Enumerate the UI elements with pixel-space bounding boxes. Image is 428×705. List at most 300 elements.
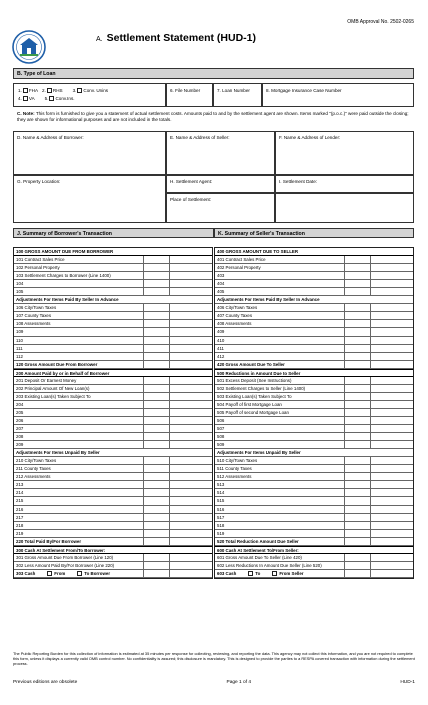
row-label: 517 (217, 514, 225, 520)
table-row (14, 417, 212, 425)
row-label: 518 (217, 522, 225, 528)
row-label: 217 (16, 514, 24, 520)
amount-cell[interactable] (169, 385, 213, 392)
amount-cell[interactable] (169, 441, 213, 448)
table-row (14, 312, 212, 320)
table-row (14, 337, 212, 345)
amount-cell[interactable] (143, 288, 169, 295)
table-row (14, 353, 212, 361)
public-reporting-burden: The Public Reporting Burden for this collection of information is estimated at 35 minutes per response for collecting, reviewing, and reporting the data. This agency may not collect this information, and you are not required to complete this form, unless it displays a currently valid OMB control number. No confidentiality is assured; this disclosure is mandatory. This is designed to provide the parties to a RESPA covered transaction with information during the settlement process. (13, 651, 415, 667)
row-label: 210 City/Town Taxes (16, 458, 57, 464)
amount-cell[interactable] (370, 288, 414, 295)
row-label: 120 Gross Amount Due From Borrower (16, 361, 98, 367)
amount-cell[interactable] (344, 312, 370, 319)
row-label: 405 (217, 289, 225, 295)
amount-cell[interactable] (169, 280, 213, 287)
row-label: 109 (16, 329, 24, 335)
amount-cell[interactable] (169, 514, 213, 521)
amount-cell[interactable] (370, 497, 414, 504)
row-label: 209 (16, 442, 24, 448)
amount-cell[interactable] (143, 522, 169, 529)
amount-cell[interactable] (370, 562, 414, 569)
table-row (215, 296, 413, 304)
form-id: HUD-1 (400, 680, 415, 685)
table-row (14, 522, 212, 530)
amount-cell[interactable] (143, 441, 169, 448)
amount-cell[interactable] (370, 304, 414, 311)
row-label: 603 Cash (217, 570, 237, 576)
seller-transaction-table (214, 247, 414, 579)
table-row (14, 272, 212, 280)
row-label: 212 Assessments (16, 474, 51, 480)
amount-cell[interactable] (169, 328, 213, 335)
amount-cell[interactable] (169, 256, 213, 263)
amount-cell[interactable] (344, 361, 370, 368)
table-row (14, 538, 212, 546)
checkbox[interactable] (248, 571, 253, 576)
amount-cell[interactable] (344, 497, 370, 504)
table-row (14, 489, 212, 497)
table-row (14, 449, 212, 457)
amount-cell[interactable] (370, 409, 414, 416)
table-row (14, 248, 212, 256)
amount-cell[interactable] (143, 385, 169, 392)
amount-cell[interactable] (344, 570, 370, 577)
amount-cell[interactable] (143, 489, 169, 496)
checkbox[interactable] (77, 571, 82, 576)
mortgage-insurance-case-field[interactable]: 8. Mortgage Insurance Case Number (262, 83, 414, 107)
amount-cell[interactable] (344, 409, 370, 416)
checkbox[interactable] (47, 571, 52, 576)
amount-cell[interactable] (370, 481, 414, 488)
amount-cell[interactable] (143, 361, 169, 368)
table-row (14, 288, 212, 296)
loan-type-options (13, 83, 166, 107)
amount-cell[interactable] (344, 554, 370, 561)
table-row (14, 304, 212, 312)
row-label: 206 (16, 417, 24, 423)
amount-cell[interactable] (344, 481, 370, 488)
amount-cell[interactable] (169, 272, 213, 279)
amount-cell[interactable] (344, 473, 370, 480)
amount-cell[interactable] (143, 562, 169, 569)
amount-cell[interactable] (370, 401, 414, 408)
row-label: 216 (16, 506, 24, 512)
row-label: 403 (217, 273, 225, 279)
page-footer (13, 680, 415, 685)
row-label: 504 Payoff of first Mortgage Loan (217, 401, 282, 407)
amount-cell[interactable] (344, 288, 370, 295)
settlement-agent[interactable]: H. Settlement Agent: (166, 175, 275, 193)
note-text: This form is furnished to give you a statement of actual settlement costs. Amounts paid to and by the settlement agent are shown. Items marked "(p.o.c.)" were paid outside the closing; they are shown for informational purposes and are not included in the totals. (17, 111, 409, 122)
amount-cell[interactable] (143, 457, 169, 464)
amount-cell[interactable] (169, 264, 213, 271)
amount-cell[interactable] (143, 393, 169, 400)
row-label: 100 GROSS AMOUNT DUE FROM BORROWER (16, 249, 114, 254)
amount-cell[interactable] (169, 304, 213, 311)
checkbox[interactable] (77, 88, 82, 93)
amount-cell[interactable] (143, 280, 169, 287)
amount-cell[interactable] (169, 530, 213, 537)
table-row (215, 538, 413, 546)
table-row (14, 554, 212, 562)
amount-cell[interactable] (370, 312, 414, 319)
amount-cell[interactable] (143, 264, 169, 271)
table-row (215, 345, 413, 353)
row-label: 513 (217, 482, 225, 488)
amount-cell[interactable] (143, 328, 169, 335)
table-row (14, 562, 212, 570)
amount-cell[interactable] (370, 425, 414, 432)
row-label: 516 (217, 506, 225, 512)
amount-cell[interactable] (143, 256, 169, 263)
amount-cell[interactable] (344, 377, 370, 384)
row-label: 202 Principal Amount Of New Loan(s) (16, 385, 90, 391)
borrower-name-address[interactable]: D. Name & Address of Borrower: (13, 131, 166, 175)
table-row (215, 481, 413, 489)
amount-cell[interactable] (370, 361, 414, 368)
amount-cell[interactable] (370, 506, 414, 513)
row-label: 507 (217, 426, 225, 432)
amount-cell[interactable] (143, 312, 169, 319)
checkbox[interactable] (272, 571, 277, 576)
amount-cell[interactable] (169, 481, 213, 488)
table-row (215, 377, 413, 385)
table-row (14, 409, 212, 417)
amount-cell[interactable] (143, 417, 169, 424)
row-label: 407 County Taxes (217, 313, 253, 319)
amount-cell[interactable] (344, 345, 370, 352)
table-row (14, 514, 212, 522)
table-row (14, 530, 212, 538)
amount-cell[interactable] (344, 320, 370, 327)
table-row (215, 449, 413, 457)
row-label: 102 Personal Property (16, 265, 60, 271)
amount-cell[interactable] (344, 562, 370, 569)
amount-cell[interactable] (143, 272, 169, 279)
table-row (215, 353, 413, 361)
amount-cell[interactable] (169, 320, 213, 327)
amount-cell[interactable] (169, 497, 213, 504)
amount-cell[interactable] (169, 417, 213, 424)
table-row (215, 506, 413, 514)
row-label: 215 (16, 498, 24, 504)
row-label: 406 City/Town Taxes (217, 305, 258, 311)
amount-cell[interactable] (370, 554, 414, 561)
table-row (215, 393, 413, 401)
amount-cell[interactable] (169, 337, 213, 344)
table-row (215, 328, 413, 336)
amount-cell[interactable] (344, 506, 370, 513)
table-row (215, 554, 413, 562)
amount-cell[interactable] (169, 473, 213, 480)
amount-cell[interactable] (344, 385, 370, 392)
table-row (14, 345, 212, 353)
row-label: 401 Contract Sales Price (217, 257, 266, 263)
amount-cell[interactable] (344, 272, 370, 279)
amount-cell[interactable] (370, 393, 414, 400)
amount-cell[interactable] (143, 481, 169, 488)
amount-cell[interactable] (370, 345, 414, 352)
amount-cell[interactable] (344, 337, 370, 344)
row-label: 302 Less Amount Paid By/For Borrower (Line 220) (16, 562, 115, 568)
amount-cell[interactable] (169, 345, 213, 352)
note-label: C. Note: (17, 111, 35, 116)
amount-cell[interactable] (169, 288, 213, 295)
amount-cell[interactable] (169, 465, 213, 472)
amount-cell[interactable] (370, 353, 414, 360)
amount-cell[interactable] (370, 441, 414, 448)
row-label: 110 (16, 337, 23, 343)
loan-number-field[interactable]: 7. Loan Number (213, 83, 262, 107)
loan-type-fha[interactable]: 1. FHA (18, 88, 39, 93)
amount-cell[interactable] (344, 353, 370, 360)
amount-cell[interactable] (169, 409, 213, 416)
amount-cell[interactable] (169, 522, 213, 529)
row-label: 101 Contract Sales Price (16, 257, 65, 263)
amount-cell[interactable] (169, 377, 213, 384)
amount-cell[interactable] (169, 554, 213, 561)
table-row (215, 417, 413, 425)
row-label: 508 (217, 434, 225, 440)
amount-cell[interactable] (169, 425, 213, 432)
row-label: 211 County Taxes (16, 466, 51, 472)
row-label: 208 (16, 434, 24, 440)
table-row (14, 481, 212, 489)
place-of-settlement[interactable]: Place of Settlement: (166, 193, 275, 223)
amount-cell[interactable] (344, 280, 370, 287)
borrower-transaction-table (13, 247, 213, 579)
settlement-date[interactable]: I. Settlement Date: (275, 175, 414, 193)
table-row (14, 506, 212, 514)
checkbox[interactable] (23, 88, 28, 93)
amount-cell[interactable] (143, 320, 169, 327)
amount-cell[interactable] (169, 312, 213, 319)
footer-left: Previous editions are obsolete (13, 680, 78, 685)
table-row (215, 473, 413, 481)
amount-cell[interactable] (344, 489, 370, 496)
table-row (14, 280, 212, 288)
row-label: 408 Assessments (217, 321, 252, 327)
table-row (215, 514, 413, 522)
cash-option-label: From (54, 570, 66, 576)
amount-cell[interactable] (344, 530, 370, 537)
amount-cell[interactable] (143, 465, 169, 472)
checkbox[interactable] (47, 88, 52, 93)
amount-cell[interactable] (370, 256, 414, 263)
table-row (14, 296, 212, 304)
row-label: 505 Payoff of second Mortgage Loan (217, 409, 289, 415)
amount-cell[interactable] (370, 465, 414, 472)
table-row (14, 264, 212, 272)
amount-cell[interactable] (143, 473, 169, 480)
amount-cell[interactable] (344, 393, 370, 400)
amount-cell[interactable] (169, 489, 213, 496)
table-row (14, 256, 212, 264)
amount-cell[interactable] (143, 514, 169, 521)
seller-name-address[interactable]: E. Name & Address of Seller: (166, 131, 275, 175)
amount-cell[interactable] (143, 401, 169, 408)
row-label: 201 Deposit Or Earnest Money (16, 377, 77, 383)
omb-approval: OMB Approval No. 2502-0265 (347, 19, 414, 25)
row-label: Adjustments For Items Unpaid By Seller (217, 450, 301, 456)
checkbox[interactable] (49, 96, 54, 101)
row-label: 411 (217, 345, 224, 351)
amount-cell[interactable] (169, 353, 213, 360)
amount-cell[interactable] (344, 256, 370, 263)
amount-cell[interactable] (344, 304, 370, 311)
table-row (14, 401, 212, 409)
amount-cell[interactable] (344, 538, 370, 545)
row-label: 514 (217, 490, 225, 496)
row-label: Adjustments For Items Unpaid By Seller (16, 450, 100, 456)
row-label: 112 (16, 353, 23, 359)
amount-cell[interactable] (370, 328, 414, 335)
row-label: 420 Gross Amount Due To Seller (217, 361, 285, 367)
row-label: 301 Gross Amount Due From Borrower (Line 120) (16, 554, 114, 560)
amount-cell[interactable] (370, 385, 414, 392)
amount-cell[interactable] (143, 337, 169, 344)
amount-cell[interactable] (143, 538, 169, 545)
table-row (14, 393, 212, 401)
amount-cell[interactable] (143, 377, 169, 384)
amount-cell[interactable] (370, 433, 414, 440)
row-label: 501 Excess Deposit (See Instructions) (217, 377, 292, 383)
row-label: 200 Amount Paid by or in Behalf of Borrower (16, 370, 110, 376)
amount-cell[interactable] (169, 393, 213, 400)
amount-cell[interactable] (370, 417, 414, 424)
amount-cell[interactable] (143, 554, 169, 561)
loan-type-conv-ins[interactable]: 5. Conv.Ins. (44, 95, 75, 101)
row-label: 105 (16, 289, 24, 295)
amount-cell[interactable] (370, 489, 414, 496)
lender-name-address[interactable]: F. Name & Address of Lender: (275, 131, 414, 175)
file-number-field[interactable]: 6. File Number (166, 83, 213, 107)
amount-cell[interactable] (344, 522, 370, 529)
amount-cell[interactable] (143, 497, 169, 504)
amount-cell[interactable] (370, 457, 414, 464)
row-label: 512 Assessments (217, 474, 252, 480)
table-row (215, 570, 413, 578)
row-label: 205 (16, 409, 24, 415)
amount-cell[interactable] (143, 304, 169, 311)
amount-cell[interactable] (169, 361, 213, 368)
amount-cell[interactable] (169, 570, 213, 577)
row-label: 108 Assessments (16, 321, 51, 327)
amount-cell[interactable] (344, 433, 370, 440)
table-row (14, 497, 212, 505)
amount-cell[interactable] (344, 465, 370, 472)
amount-cell[interactable] (169, 457, 213, 464)
type-of-loan-heading: B. Type of Loan (13, 68, 414, 79)
amount-cell[interactable] (370, 377, 414, 384)
amount-cell[interactable] (370, 522, 414, 529)
loan-type-rhs[interactable]: 2. RHS (42, 88, 63, 93)
table-row (215, 385, 413, 393)
amount-cell[interactable] (370, 320, 414, 327)
amount-cell[interactable] (370, 337, 414, 344)
amount-cell[interactable] (370, 530, 414, 537)
amount-cell[interactable] (370, 280, 414, 287)
amount-cell[interactable] (344, 425, 370, 432)
amount-cell[interactable] (143, 570, 169, 577)
table-row (215, 248, 413, 256)
row-label: 509 (217, 442, 225, 448)
table-row (215, 320, 413, 328)
amount-cell[interactable] (143, 353, 169, 360)
table-row (215, 489, 413, 497)
amount-cell[interactable] (370, 264, 414, 271)
amount-cell[interactable] (344, 417, 370, 424)
amount-cell[interactable] (169, 401, 213, 408)
table-row (215, 441, 413, 449)
table-row (14, 546, 212, 554)
row-label: 503 Existing Loan(s) Taken Subject To (217, 393, 292, 399)
row-label: 107 County Taxes (16, 313, 52, 319)
amount-cell[interactable] (143, 506, 169, 513)
amount-cell[interactable] (370, 473, 414, 480)
amount-cell[interactable] (344, 401, 370, 408)
checkbox[interactable] (23, 96, 28, 101)
row-label: 511 County Taxes (217, 466, 252, 472)
amount-cell[interactable] (344, 514, 370, 521)
row-label: 409 (217, 329, 225, 335)
amount-cell[interactable] (344, 328, 370, 335)
amount-cell[interactable] (143, 409, 169, 416)
amount-cell[interactable] (344, 457, 370, 464)
amount-cell[interactable] (143, 433, 169, 440)
loan-type-va[interactable]: 4. VA (18, 95, 35, 101)
amount-cell[interactable] (143, 345, 169, 352)
row-label: 404 (217, 281, 225, 287)
amount-cell[interactable] (169, 506, 213, 513)
row-label: 520 Total Reduction Amount Due Seller (217, 538, 299, 544)
amount-cell[interactable] (370, 514, 414, 521)
table-row (215, 562, 413, 570)
property-location[interactable]: G. Property Location: (13, 175, 166, 223)
row-label: 220 Total Paid By/For Borrower (16, 538, 82, 544)
page-title: Settlement Statement (HUD-1) (106, 32, 256, 44)
row-label: 519 (217, 530, 225, 536)
amount-cell[interactable] (169, 538, 213, 545)
amount-cell[interactable] (370, 272, 414, 279)
row-label: 510 City/Town Taxes (217, 458, 258, 464)
table-row (215, 304, 413, 312)
table-row (215, 457, 413, 465)
amount-cell[interactable] (344, 441, 370, 448)
loan-type-conv-unins[interactable]: 3. Conv. Unins (72, 88, 109, 93)
amount-cell[interactable] (169, 562, 213, 569)
amount-cell[interactable] (143, 530, 169, 537)
row-label: 104 (16, 281, 24, 287)
amount-cell[interactable] (143, 425, 169, 432)
amount-cell[interactable] (169, 433, 213, 440)
table-row (14, 473, 212, 481)
row-label: 111 (16, 345, 23, 351)
row-label: 410 (217, 337, 225, 343)
row-label: 103 Settlement Charges to Borrower (Line 1400) (16, 273, 111, 279)
cash-option-label: To Borrower (84, 570, 111, 576)
row-label: 106 City/Town Taxes (16, 305, 57, 311)
hud-seal-icon (12, 30, 46, 64)
row-label: 502 Settlement Charges to Seller (Line 1400) (217, 385, 306, 391)
amount-cell[interactable] (344, 264, 370, 271)
amount-cell[interactable] (370, 538, 414, 545)
amount-cell[interactable] (370, 570, 414, 577)
row-label: 506 (217, 417, 225, 423)
table-row (14, 425, 212, 433)
table-row (14, 369, 212, 377)
